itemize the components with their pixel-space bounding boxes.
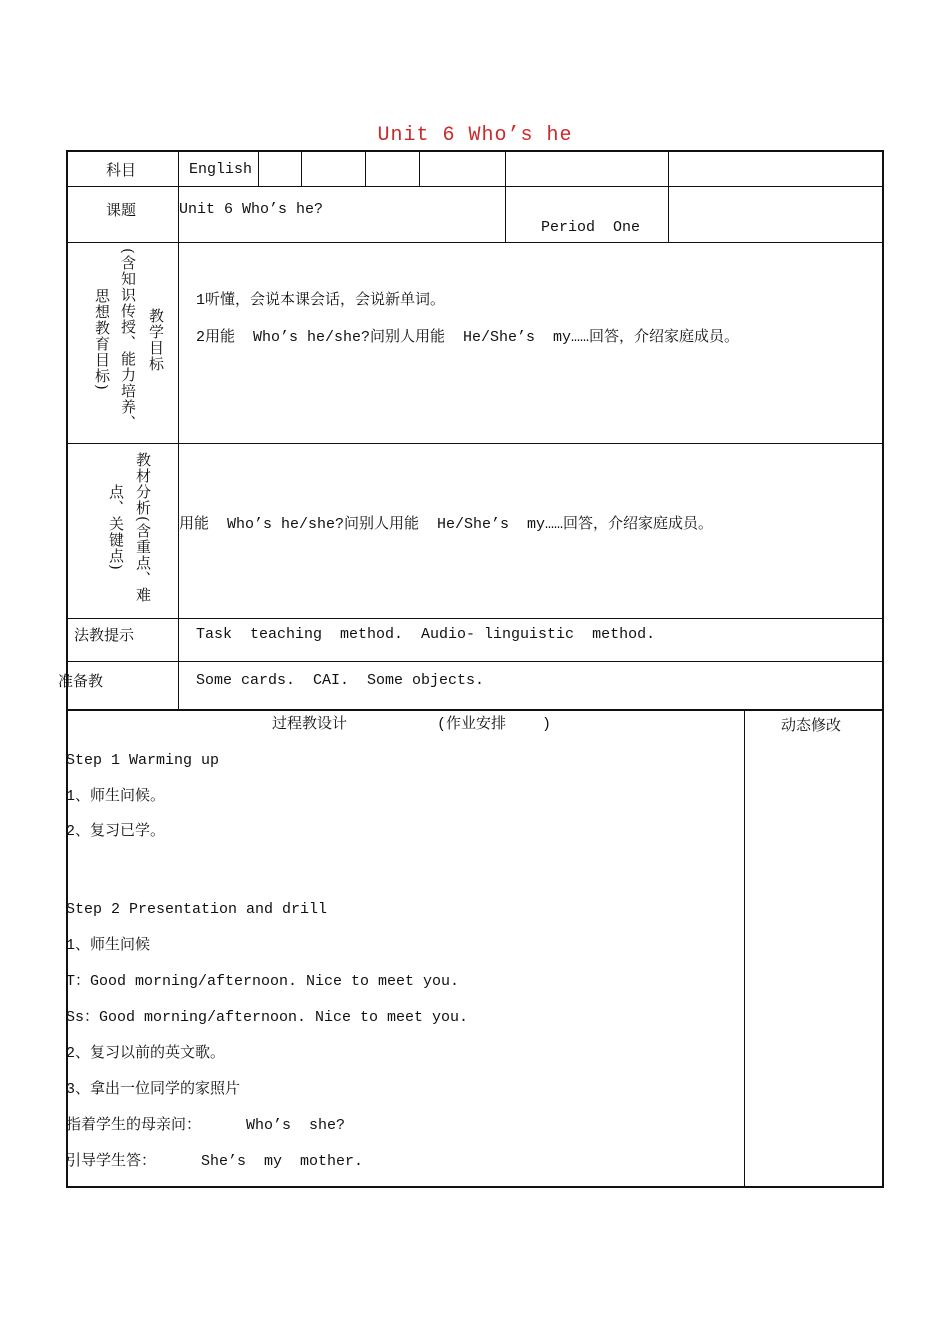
table-border-top bbox=[66, 150, 884, 152]
document-title: Unit 6 Who’s he bbox=[377, 124, 573, 147]
process-line: 2、复习已学。 bbox=[66, 823, 166, 840]
process-line: 1、师生问候。 bbox=[66, 788, 166, 805]
column-line bbox=[365, 150, 366, 187]
row-line bbox=[66, 242, 884, 243]
column-line bbox=[668, 150, 669, 243]
row-line bbox=[66, 443, 884, 444]
column-line bbox=[419, 150, 420, 187]
methods-value: Task teaching method. Audio- linguistic method. bbox=[196, 626, 656, 643]
process-line: 3、拿出一位同学的家照片 bbox=[66, 1081, 241, 1098]
process-header: 过程教设计 (作业安排 ) bbox=[272, 716, 552, 733]
row-line bbox=[66, 661, 884, 662]
objective-item-2: 2用能 Who’s he/she?问别人用能 He/She’s my……回答，介绍家庭成员。 bbox=[196, 329, 740, 346]
process-line: T：Good morning/afternoon. Nice to meet you. bbox=[66, 973, 460, 990]
process-line: Ss：Good morning/afternoon. Nice to meet you. bbox=[66, 1009, 469, 1026]
topic-label: 课题 bbox=[106, 201, 137, 219]
process-side-header: 动态修改 bbox=[781, 716, 842, 734]
table-border-left bbox=[66, 150, 68, 1188]
process-line: Step 1 Warming up bbox=[66, 752, 220, 769]
analysis-label-line-1: 教材分析(含重点、难 bbox=[134, 452, 152, 603]
table-border-right bbox=[882, 150, 884, 1188]
row-line bbox=[66, 709, 884, 711]
process-line: 引导学生答： She’s my mother. bbox=[66, 1153, 364, 1170]
column-line bbox=[301, 150, 302, 187]
methods-label: 法教提示 bbox=[74, 626, 135, 644]
objective-item-1: 1听懂，会说本课会话，会说新单词。 bbox=[196, 292, 446, 309]
subject-label: 科目 bbox=[106, 161, 137, 179]
column-line bbox=[178, 150, 179, 710]
process-line: Step 2 Presentation and drill bbox=[66, 901, 328, 918]
process-line: 指着学生的母亲问： Who’s she? bbox=[66, 1117, 346, 1134]
topic-value: Unit 6 Who’s he? bbox=[179, 201, 324, 218]
preparation-label: 准备教 bbox=[58, 672, 104, 690]
process-line: 2、复习以前的英文歌。 bbox=[66, 1045, 226, 1062]
column-line bbox=[505, 150, 506, 243]
analysis-label-line-2: 点、关键点) bbox=[107, 484, 125, 571]
row-line bbox=[66, 618, 884, 619]
column-line bbox=[744, 710, 745, 1187]
analysis-text: 用能 Who’s he/she?问别人用能 He/She’s my……回答，介绍家庭成员。 bbox=[179, 516, 714, 533]
period-value: Period One bbox=[541, 219, 641, 236]
table-border-bottom bbox=[66, 1186, 884, 1188]
preparation-value: Some cards. CAI. Some objects. bbox=[196, 672, 485, 689]
objectives-label-line-3: 教学目标 bbox=[147, 308, 165, 372]
objectives-label-line-2: 思想教育目标) bbox=[93, 288, 111, 391]
row-line bbox=[66, 186, 884, 187]
column-line bbox=[258, 150, 259, 187]
subject-value: English bbox=[189, 161, 253, 178]
process-line: 1、师生问候 bbox=[66, 937, 151, 954]
objectives-label-line-1: (含知识传授、能力培养、 bbox=[119, 248, 137, 431]
